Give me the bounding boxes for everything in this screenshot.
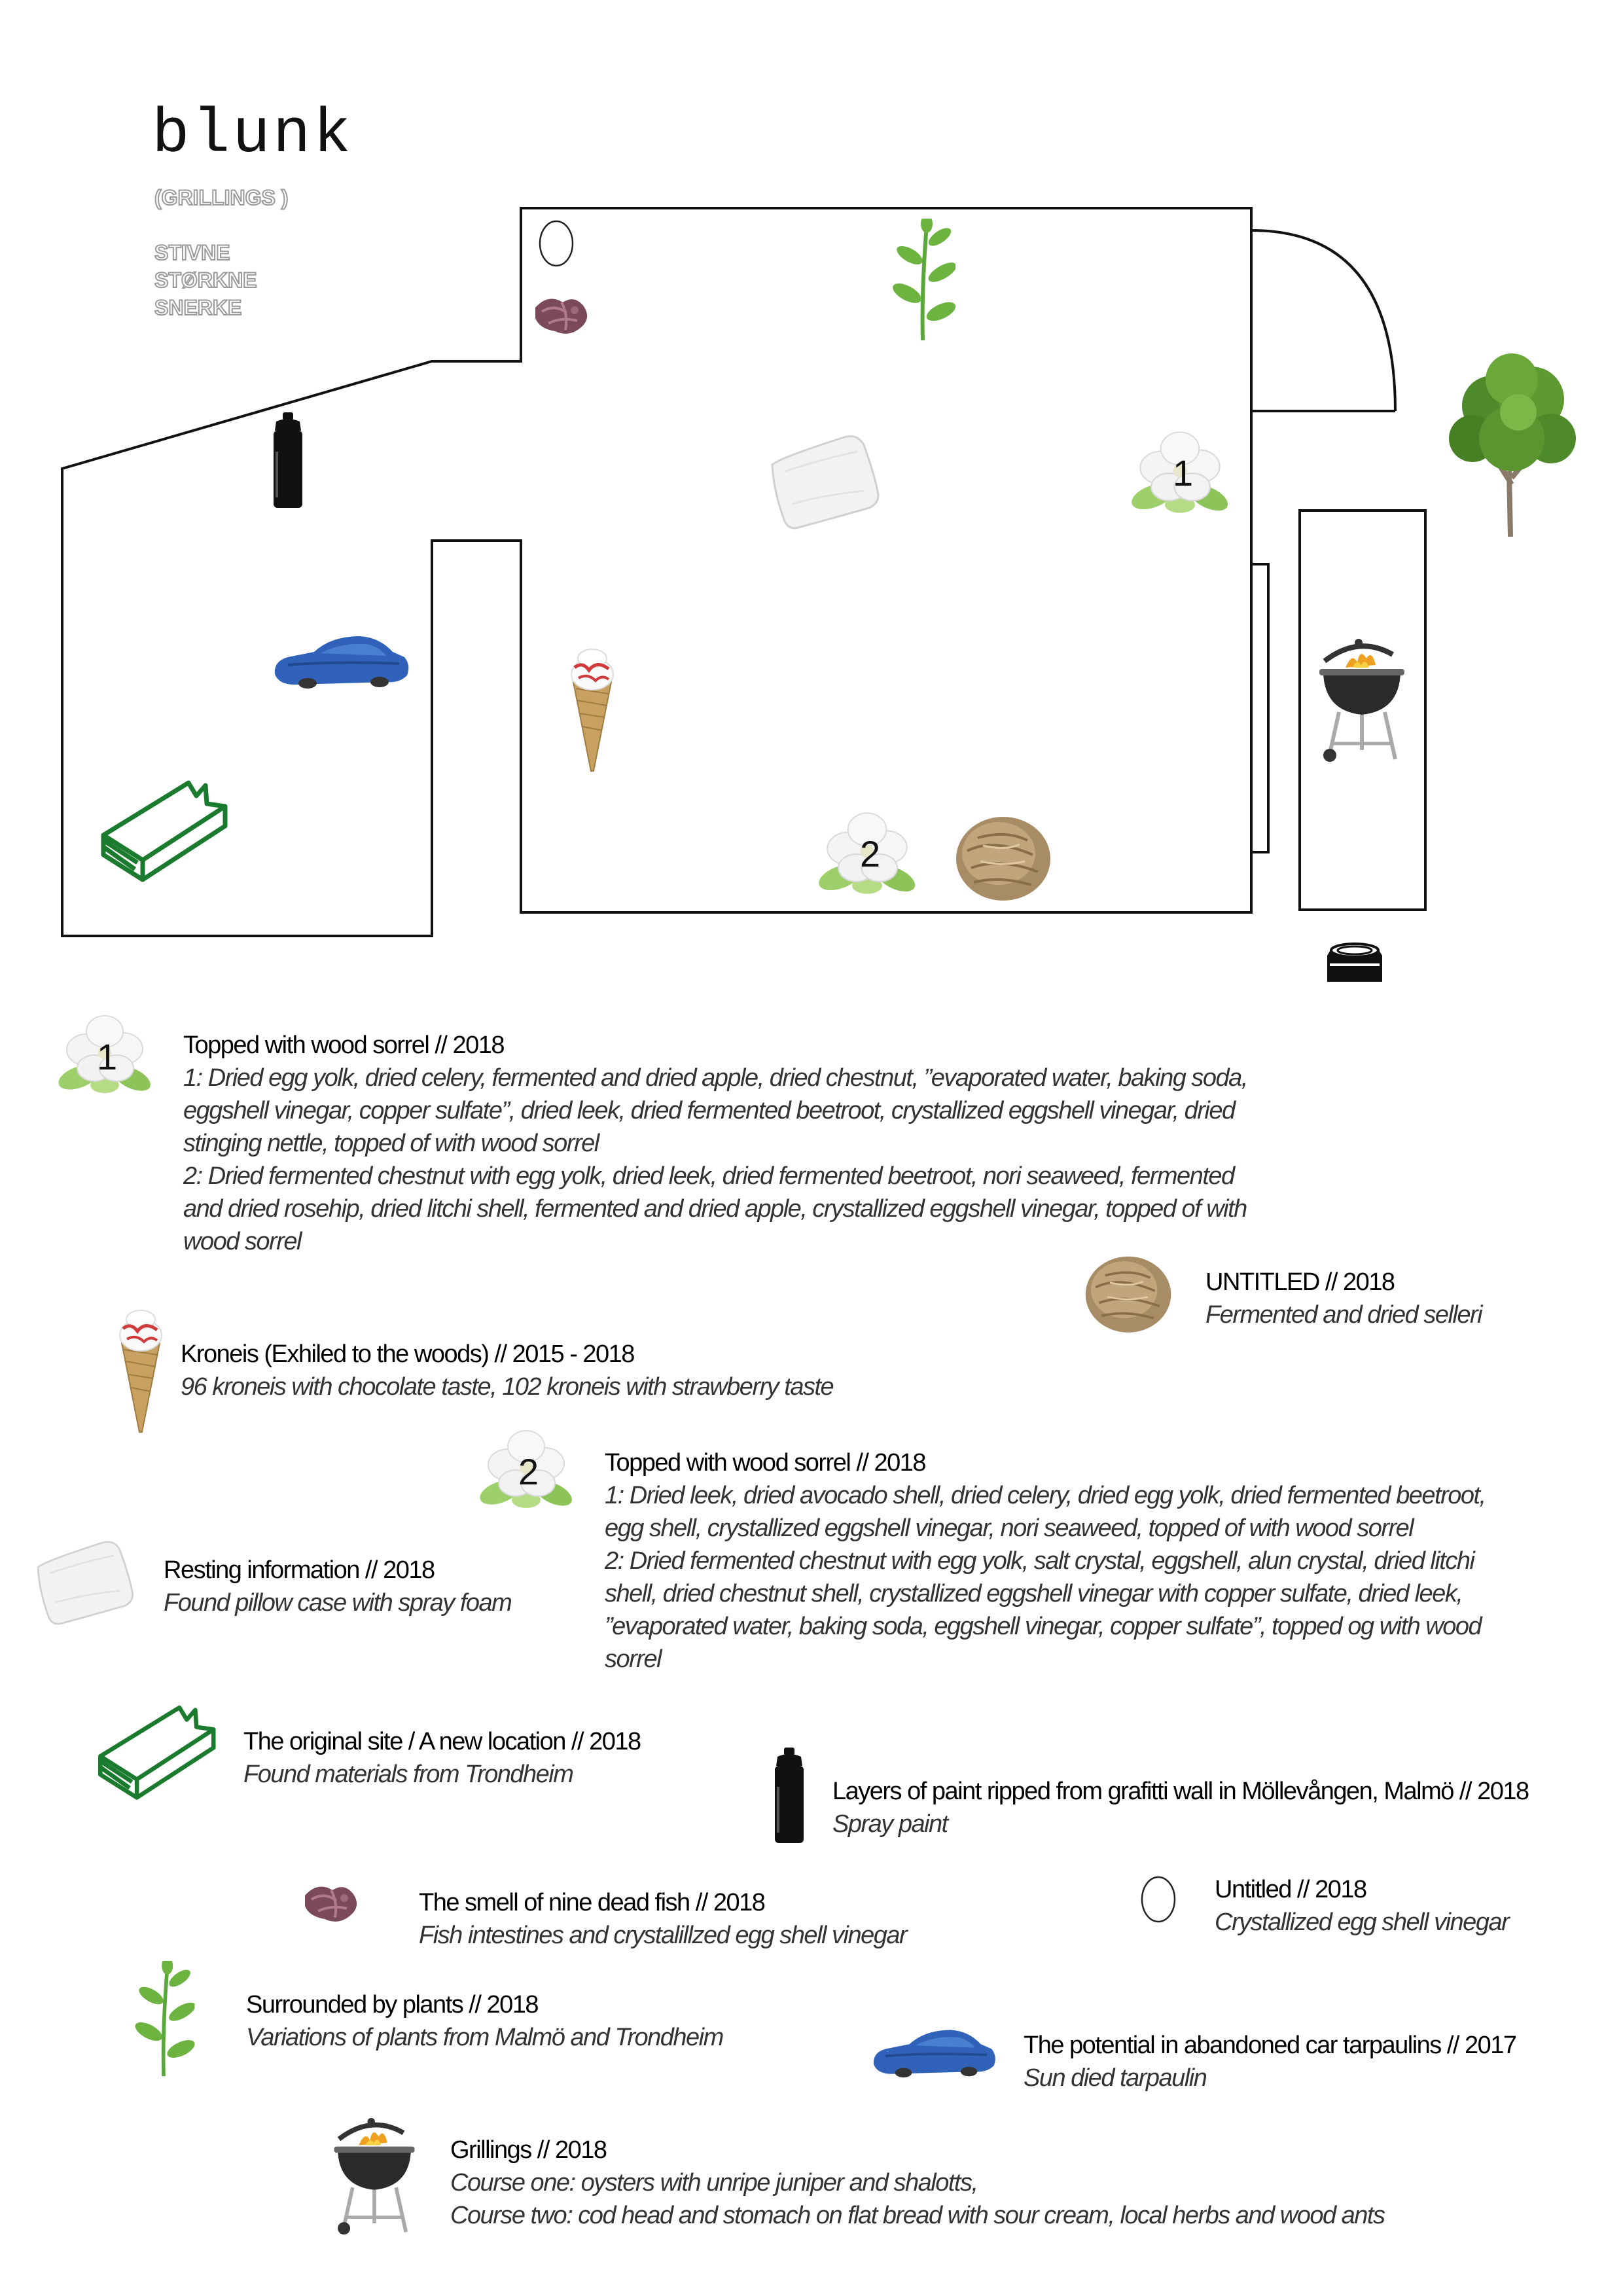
legend-entry-resting-information: Resting information // 2018 Found pillow case with spray foam — [164, 1556, 512, 1617]
legend-flower-2-icon — [474, 1427, 579, 1512]
legend-entry-surrounded-by-plants: Surrounded by plants // 2018 Variations of plants from Malmö and Trondheim — [246, 1991, 723, 2051]
wood-block-icon — [103, 783, 225, 880]
can-icon — [1327, 944, 1382, 982]
legend-celery-ball-icon — [1084, 1251, 1173, 1335]
legend-pillow-icon — [26, 1538, 137, 1626]
legend-fish-icon — [298, 1876, 364, 1928]
legend-entry-kroneis: Kroneis (Exhiled to the woods) // 2015 - 2018 96 kroneis with chocolate taste, 102 kroneis with strawberry taste — [181, 1340, 834, 1401]
subtitle: (GRILLINGS ) — [154, 186, 289, 209]
door-arc — [1251, 230, 1395, 411]
legend-entry-dead-fish: The smell of nine dead fish // 2018 Fish intestines and crystalillzed egg shell vinegar — [419, 1889, 907, 1949]
legend-flower-1-icon — [52, 1012, 157, 1097]
legend-entry-sorrel-1: Topped with wood sorrel // 2018 1: Dried egg yolk, dried celery, fermented and dried apple, dried chestnut, ”evaporated water, baking soda, eggshell vinegar, copper sulfate”, dried leek, dried fermented beetroot, crystallized eggshell vinegar, dried stinging nettle, topped of with wood sorrel 2: Dried fermented chestnut with egg yolk, dried leek, dried fermented beetroot, nori seaweed, fermented and dried rosehip, dried litchi shell, fermented and dried apple, crystallized eggshell vinegar, topped of with wood sorrel — [183, 1031, 1247, 1255]
legend-entry-sorrel-2: Topped with wood sorrel // 2018 1: Dried leek, dried avocado shell, dried celery, dried egg yolk, dried fermented beetroot, egg shell, crystallized eggshell vinegar, nori seaweed, topped of with wood sorrel 2: Dried fermented chestnut with egg yolk, salt crystal, eggshell, alun crystal, dried litchi shell, dried chestnut shell, crystallized eggshell vinegar with copper sulfate, dried leek, ”evaporated water, baking soda, eggshell vinegar, copper sulfate”, topped og with wood sorrel — [605, 1449, 1486, 1673]
page-title: blunk — [152, 99, 354, 170]
tree-icon — [1449, 353, 1576, 537]
car-tarp-icon — [275, 636, 408, 689]
left-room-wall — [62, 208, 1251, 936]
svg-text:2: 2 — [518, 1451, 539, 1492]
legend-plant-icon — [131, 1961, 196, 2079]
celery-ball-icon — [956, 817, 1050, 901]
plant-icon — [890, 215, 959, 340]
marker-1: 1 — [1173, 452, 1194, 493]
legend-entry-grillings: Grillings // 2018 Course one: oysters with unripe juniper and shalotts, Course two: cod head and stomach on flat bread with sour cream, local herbs and wood ants — [450, 2136, 1385, 2229]
egg-icon — [540, 221, 573, 266]
legend-ice-cream-cone-icon — [118, 1309, 164, 1433]
legend-entry-untitled-egg: Untitled // 2018 Crystallized egg shell vinegar — [1215, 1876, 1509, 1936]
word-snerke: SNERKE — [154, 296, 242, 319]
legend-entry-untitled-selleri: UNTITLED // 2018 Fermented and dried selleri — [1205, 1268, 1482, 1329]
floor-plan — [0, 0, 1623, 982]
legend-entry-original-site: The original site / A new location // 2018 Found materials from Trondheim — [243, 1728, 641, 1788]
legend-car-tarp-icon — [868, 2022, 999, 2083]
grill-icon — [1319, 639, 1404, 762]
word-stivne: STIVNE — [154, 241, 230, 264]
svg-text:1: 1 — [97, 1036, 118, 1077]
legend-grill-icon — [334, 2118, 415, 2236]
legend-egg-icon — [1139, 1872, 1178, 1924]
pillow-icon — [772, 437, 878, 528]
word-storkne: STØRKNE — [154, 268, 257, 292]
legend-wood-block-icon — [94, 1695, 216, 1805]
legend-entry-car-tarpaulins: The potential in abandoned car tarpaulins // 2017 Sun died tarpaulin — [1024, 2032, 1516, 2092]
spray-can-icon — [274, 412, 302, 508]
wall-niche — [1251, 564, 1268, 852]
fish-icon — [535, 299, 587, 334]
legend-spray-can-icon — [770, 1748, 809, 1846]
ice-cream-cone-icon — [571, 649, 613, 771]
marker-2: 2 — [860, 833, 881, 874]
legend-entry-layers-of-paint: Layers of paint ripped from grafitti wall in Möllevången, Malmö // 2018 Spray paint — [832, 1778, 1529, 1838]
